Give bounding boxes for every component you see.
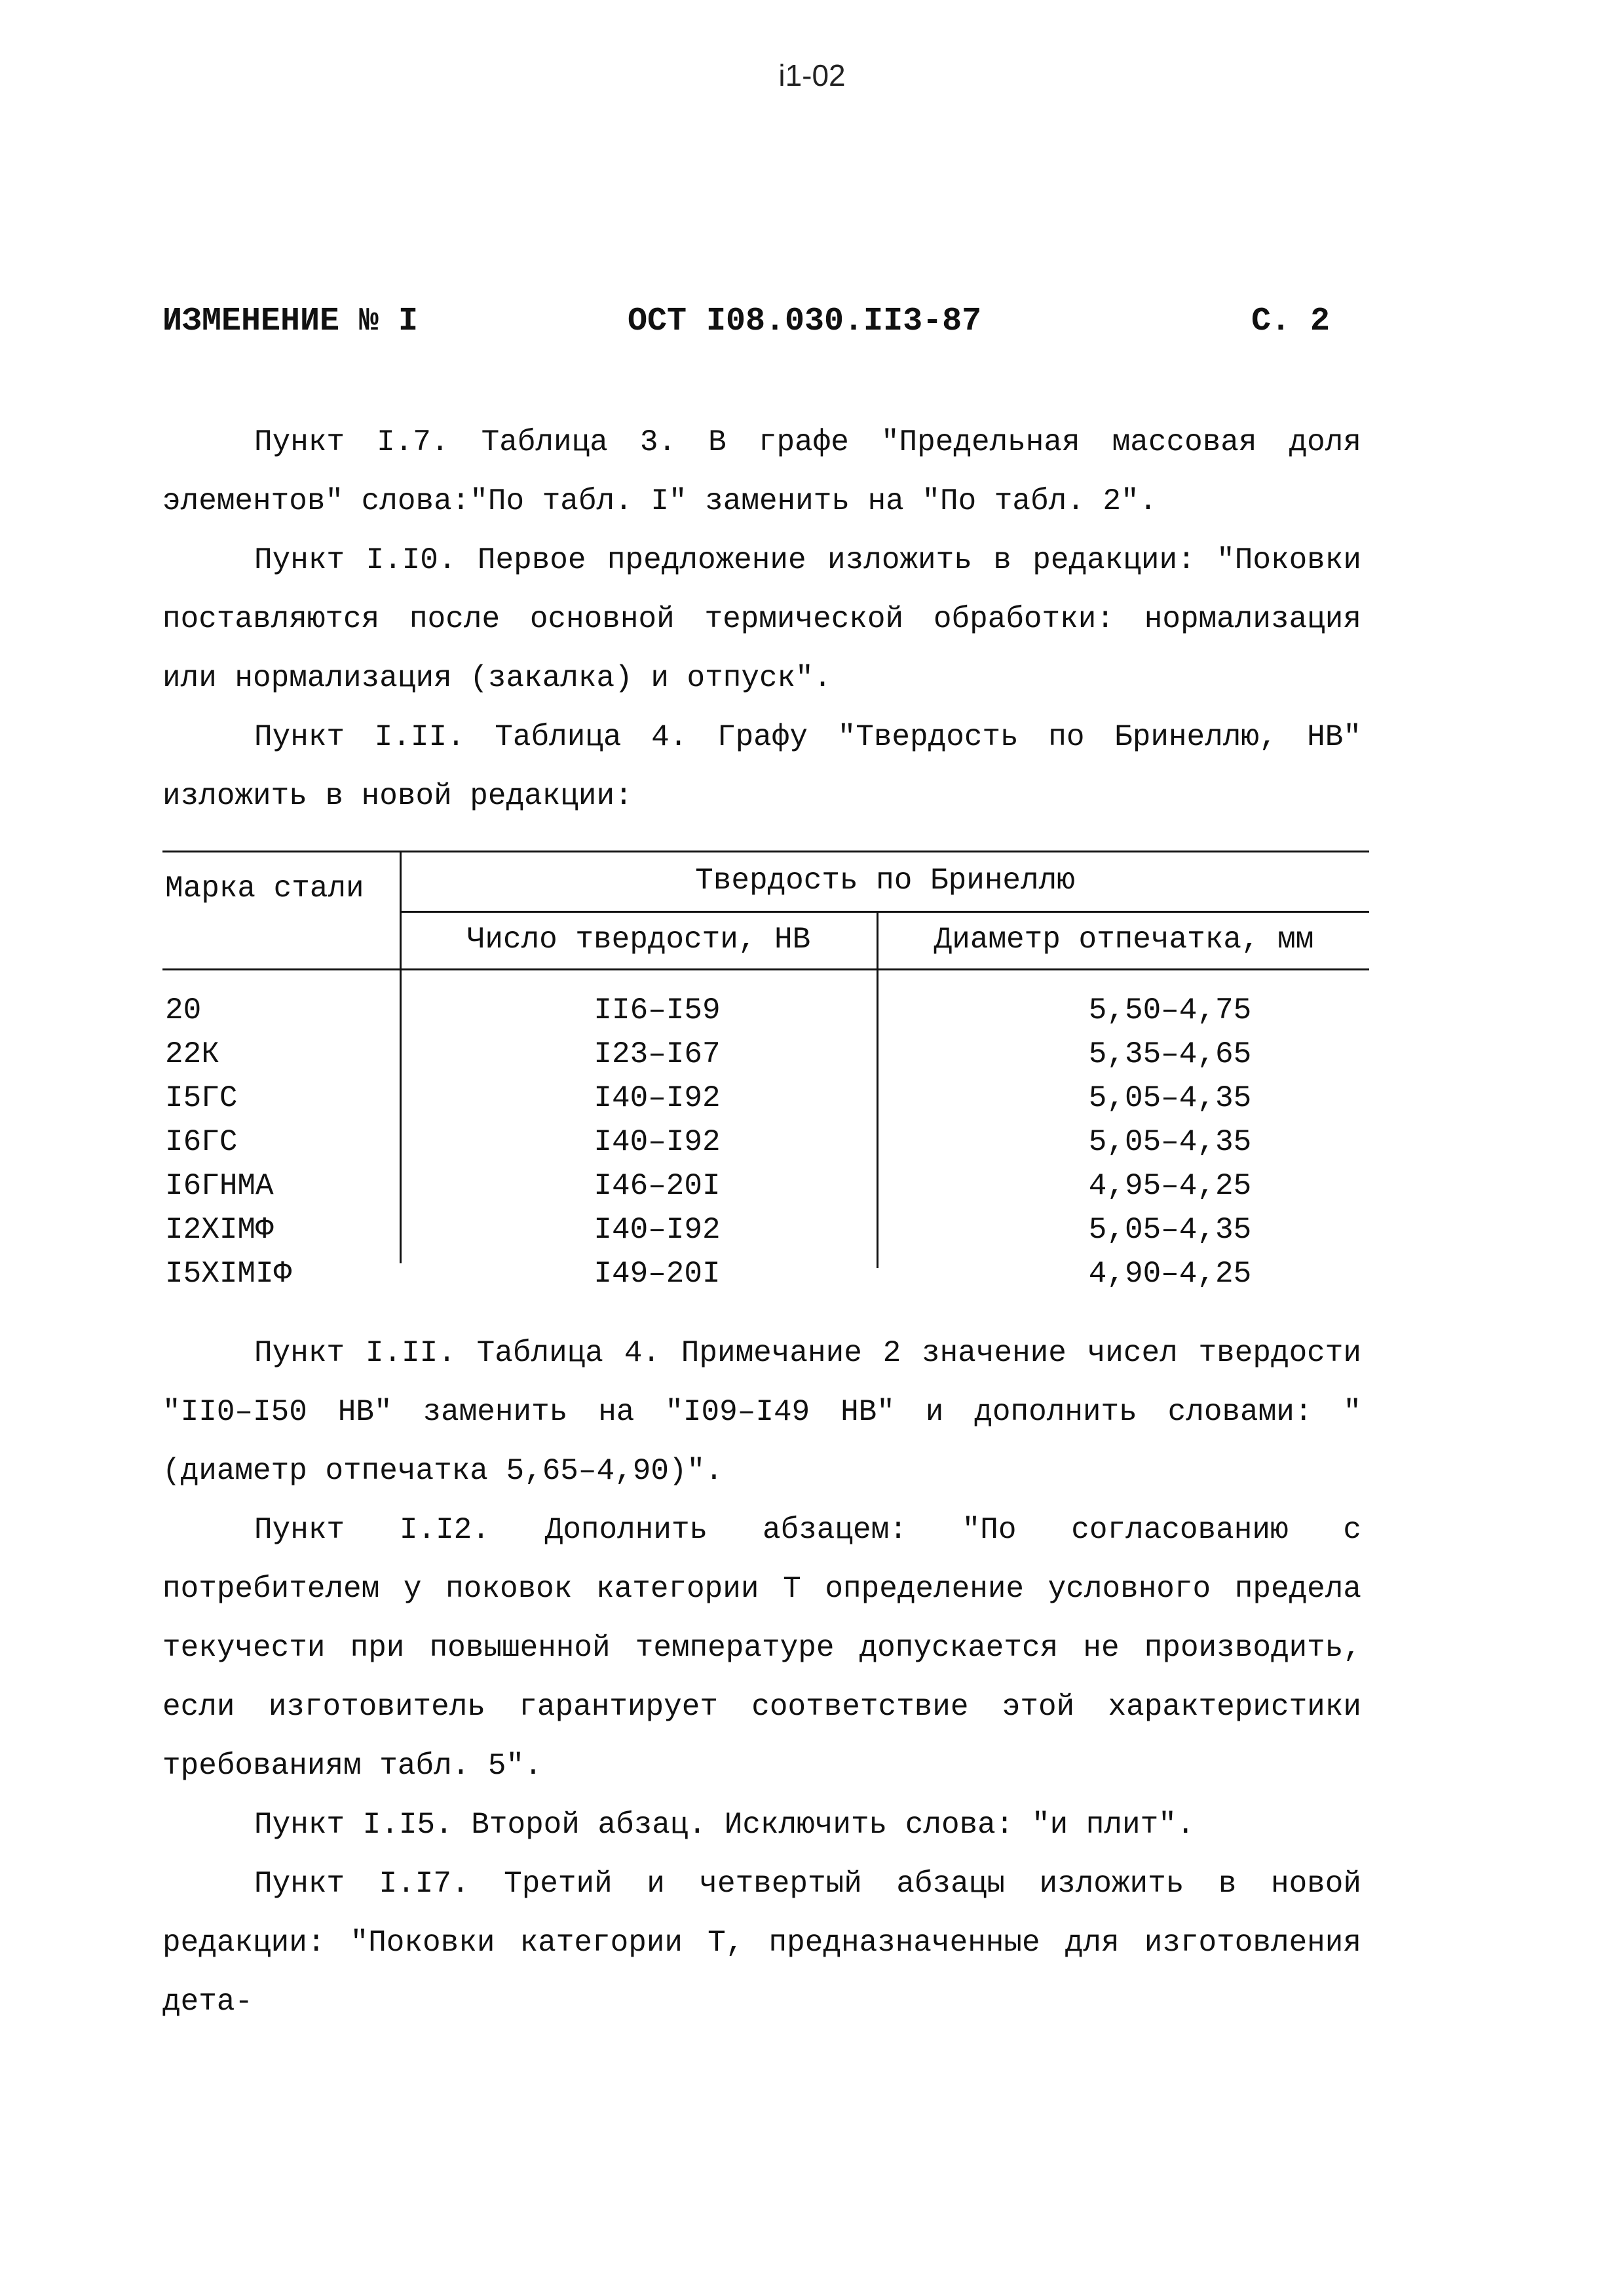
table-row-grade: I6ГНМА: [165, 1169, 274, 1203]
hardness-table: [162, 851, 1369, 1290]
column-divider-grade: [400, 851, 402, 1263]
sheet-number: С. 2: [1251, 303, 1330, 340]
paragraph-item-1-11-note: Пункт I.II. Таблица 4. Примечание 2 значение чисел твердости "II0–I50 НВ" заменить на "I09–I49 НВ" и дополнить словами: "(диаметр отпечатка 5,65–4,90)".: [162, 1336, 1361, 1488]
grade-column-header: Марка стали: [165, 871, 364, 906]
table-row-diameter: 5,05–4,35: [1088, 1081, 1252, 1115]
paragraph-item-1-15: Пункт I.I5. Второй абзац. Исключить слова: "и плит".: [254, 1808, 1195, 1842]
table-row-grade: I6ГС: [165, 1125, 238, 1159]
group-header-rule: [401, 911, 1369, 913]
paragraph-item-1-11-table: Пункт I.II. Таблица 4. Графу "Твердость по Бринеллю, НВ" изложить в новой редакции:: [162, 720, 1361, 813]
table-row-diameter: 4,90–4,25: [1088, 1257, 1252, 1291]
table-row-hb: II6–I59: [594, 993, 721, 1027]
table-row-diameter: 5,05–4,35: [1088, 1213, 1252, 1247]
page-number: i1-02: [778, 58, 846, 92]
change-number: ИЗМЕНЕНИЕ № I: [162, 303, 419, 340]
table-top-rule: [162, 851, 1369, 852]
column-divider-hb: [877, 911, 878, 1268]
table-row-diameter: 4,95–4,25: [1088, 1169, 1252, 1203]
hb-column-header: Число твердости, НВ: [466, 923, 811, 957]
table-row-diameter: 5,50–4,75: [1088, 993, 1252, 1027]
header-bottom-rule: [162, 968, 1369, 970]
table-row-diameter: 5,05–4,35: [1088, 1125, 1252, 1159]
paragraph-item-1-12: Пункт I.I2. Дополнить абзацем: "По согласованию с потребителем у поковок категории Т определение условного предела текучести при повышенной температуре допускается не производить, если изготовитель гарантирует соответствие этой характеристики требованиям табл. 5".: [162, 1513, 1361, 1783]
table-row-grade: I2ХIМФ: [165, 1213, 274, 1247]
table-row-grade: 20: [165, 993, 202, 1027]
standard-code: ОСТ I08.030.II3-87: [628, 303, 982, 340]
paragraph-item-1-7: Пункт I.7. Таблица 3. В графе "Предельная массовая доля элементов" слова:"По табл. I" заменить на "По табл. 2".: [162, 425, 1361, 518]
table-row-hb: I23–I67: [594, 1037, 721, 1071]
table-row-diameter: 5,35–4,65: [1088, 1037, 1252, 1071]
table-row-hb: I49–20I: [594, 1257, 721, 1291]
table-row-grade: I5ГС: [165, 1081, 238, 1115]
table-row-grade: I5ХIМIФ: [165, 1257, 292, 1291]
text-block-top: [162, 413, 1361, 826]
document-header: [162, 303, 1330, 342]
table-row-hb: I46–20I: [594, 1169, 721, 1203]
table-row-hb: I40–I92: [594, 1125, 721, 1159]
brinell-group-header: Твердость по Бринеллю: [695, 864, 1075, 898]
table-row-grade: 22К: [165, 1037, 219, 1071]
table-row-hb: I40–I92: [594, 1213, 721, 1247]
table-row-hb: I40–I92: [594, 1081, 721, 1115]
text-block-bottom: [162, 1324, 1361, 2031]
paragraph-item-1-17: Пункт I.I7. Третий и четвертый абзацы изложить в новой редакции: "Поковки категории Т, предназначенные для изготовления дета-: [162, 1867, 1361, 2019]
diameter-column-header: Диаметр отпечатка, мм: [934, 923, 1314, 957]
paragraph-item-1-10: Пункт I.I0. Первое предложение изложить в редакции: "Поковки поставляются после основной термической обработки: нормализация или нормализация (закалка) и отпуск".: [162, 543, 1361, 695]
